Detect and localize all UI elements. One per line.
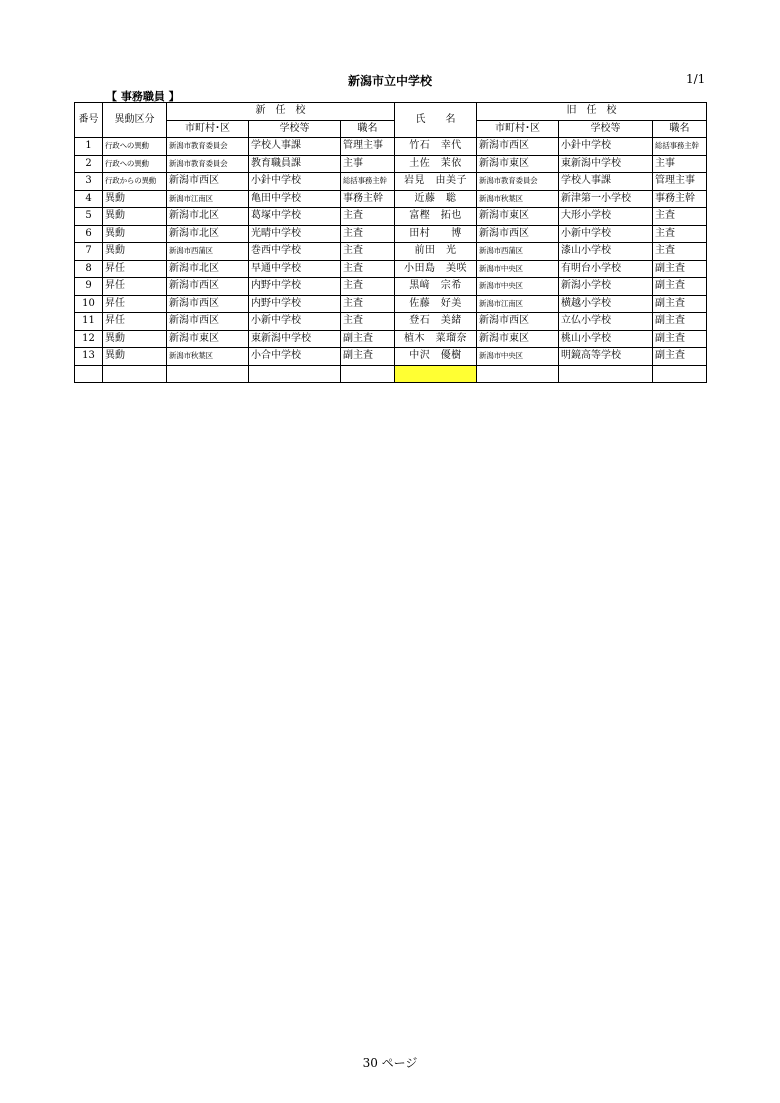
cell-name: 前田 光 [395,243,477,261]
cell-new-position: 副主査 [341,348,395,366]
cell-number: 4 [75,190,103,208]
cell-name: 登石 美緒 [395,313,477,331]
cell-category: 行政への異動 [103,155,167,173]
cell-old-municipality: 新潟市西蒲区 [477,243,559,261]
cell-new-position: 副主査 [341,330,395,348]
cell-number: 3 [75,173,103,191]
cell-new-school: 葛塚中学校 [249,208,341,226]
table-row-empty [75,365,707,383]
cell-new-school: 光晴中学校 [249,225,341,243]
cell-old-position: 副主査 [653,313,707,331]
header-old-municipality: 市町村･区 [477,120,559,138]
table-row [75,173,707,191]
table-row [75,348,707,366]
cell-old-municipality: 新潟市江南区 [477,295,559,313]
cell-old-position: 副主査 [653,348,707,366]
cell-category: 異動 [103,243,167,261]
cell-category: 行政への異動 [103,138,167,156]
table-row [75,190,707,208]
cell-new-school-empty [249,365,341,383]
table-row [75,243,707,261]
cell-new-school: 内野中学校 [249,278,341,296]
table-row [75,208,707,226]
cell-number: 6 [75,225,103,243]
cell-old-position: 総括事務主幹 [653,138,707,156]
cell-new-municipality: 新潟市西区 [167,278,249,296]
table-row [75,278,707,296]
cell-name: 岩見 由美子 [395,173,477,191]
cell-name: 富樫 拓也 [395,208,477,226]
cell-old-school-empty [559,365,653,383]
cell-new-municipality: 新潟市西区 [167,313,249,331]
header-number: 番号 [75,103,103,138]
cell-old-school: 漆山小学校 [559,243,653,261]
section-label: 【 事務職員 】 [106,90,180,103]
cell-old-school: 大形小学校 [559,208,653,226]
cell-name: 中沢 優樹 [395,348,477,366]
cell-old-municipality: 新潟市東区 [477,330,559,348]
cell-old-municipality: 新潟市東区 [477,155,559,173]
cell-old-school: 小針中学校 [559,138,653,156]
cell-new-school: 内野中学校 [249,295,341,313]
cell-new-position: 主査 [341,295,395,313]
cell-new-school: 東新潟中学校 [249,330,341,348]
cell-new-school: 教育職員課 [249,155,341,173]
cell-new-position: 主査 [341,208,395,226]
cell-new-school: 巻西中学校 [249,243,341,261]
cell-new-school: 小合中学校 [249,348,341,366]
cell-old-municipality: 新潟市西区 [477,313,559,331]
cell-old-school: 有明台小学校 [559,260,653,278]
cell-number: 9 [75,278,103,296]
cell-category: 昇任 [103,278,167,296]
cell-old-school: 東新潟中学校 [559,155,653,173]
document-title: 新潟市立中学校 [347,74,432,88]
cell-new-municipality: 新潟市西区 [167,295,249,313]
cell-old-school: 横越小学校 [559,295,653,313]
cell-old-municipality: 新潟市中央区 [477,260,559,278]
cell-old-municipality: 新潟市中央区 [477,278,559,296]
header-new-school-name: 学校等 [249,120,341,138]
cell-old-municipality: 新潟市中央区 [477,348,559,366]
table-row [75,225,707,243]
cell-category: 異動 [103,330,167,348]
cell-category: 異動 [103,348,167,366]
table-row [75,155,707,173]
cell-name: 近藤 聡 [395,190,477,208]
cell-old-position: 主事 [653,155,707,173]
header-name: 氏 名 [395,103,477,138]
cell-old-school: 小新中学校 [559,225,653,243]
cell-old-school: 立仏小学校 [559,313,653,331]
cell-number: 13 [75,348,103,366]
cell-name: 小田島 美咲 [395,260,477,278]
cell-new-municipality: 新潟市北区 [167,208,249,226]
cell-new-municipality: 新潟市江南区 [167,190,249,208]
cell-old-position: 主査 [653,243,707,261]
cell-number: 7 [75,243,103,261]
cell-number: 12 [75,330,103,348]
transfer-table [74,102,707,383]
cell-new-position: 主査 [341,243,395,261]
cell-new-municipality: 新潟市教育委員会 [167,155,249,173]
cell-new-school: 小針中学校 [249,173,341,191]
cell-old-position: 管理主事 [653,173,707,191]
cell-old-position-empty [653,365,707,383]
cell-new-school: 亀田中学校 [249,190,341,208]
cell-new-position: 管理主事 [341,138,395,156]
table-row [75,330,707,348]
cell-old-position: 主査 [653,208,707,226]
cell-name: 竹石 幸代 [395,138,477,156]
table-body [75,138,707,383]
header-old-school: 旧 任 校 [477,103,707,121]
cell-old-municipality-empty [477,365,559,383]
cell-new-school: 早通中学校 [249,260,341,278]
cell-new-position: 事務主幹 [341,190,395,208]
table-row [75,295,707,313]
header-new-position: 職名 [341,120,395,138]
cell-name-empty [395,365,477,383]
cell-number-empty [75,365,103,383]
cell-new-municipality: 新潟市秋葉区 [167,348,249,366]
cell-old-school: 明鏡高等学校 [559,348,653,366]
header-row-sub [75,120,707,138]
cell-number: 11 [75,313,103,331]
cell-old-school: 学校人事課 [559,173,653,191]
table-row [75,313,707,331]
header-old-position: 職名 [653,120,707,138]
cell-name: 植木 菜瑠奈 [395,330,477,348]
cell-new-position: 主査 [341,260,395,278]
cell-old-position: 事務主幹 [653,190,707,208]
page-ratio: 1/1 [686,72,706,86]
cell-new-municipality: 新潟市東区 [167,330,249,348]
cell-name: 土佐 茉依 [395,155,477,173]
cell-old-position: 副主査 [653,260,707,278]
cell-number: 5 [75,208,103,226]
cell-name: 黒﨑 宗希 [395,278,477,296]
cell-number: 8 [75,260,103,278]
table-row [75,260,707,278]
cell-category: 異動 [103,225,167,243]
cell-new-municipality: 新潟市西蒲区 [167,243,249,261]
table-row [75,138,707,156]
header-row-top [75,103,707,121]
cell-category: 異動 [103,190,167,208]
cell-old-municipality: 新潟市西区 [477,138,559,156]
cell-old-position: 副主査 [653,278,707,296]
cell-new-position: 総括事務主幹 [341,173,395,191]
cell-new-school: 小新中学校 [249,313,341,331]
cell-new-municipality-empty [167,365,249,383]
cell-new-position: 主査 [341,313,395,331]
header-new-municipality: 市町村･区 [167,120,249,138]
cell-new-school: 学校人事課 [249,138,341,156]
cell-old-school: 新津第一小学校 [559,190,653,208]
cell-category-empty [103,365,167,383]
header-category: 異動区分 [103,103,167,138]
cell-new-position-empty [341,365,395,383]
cell-category: 昇任 [103,313,167,331]
cell-new-position: 主査 [341,225,395,243]
cell-new-municipality: 新潟市教育委員会 [167,138,249,156]
cell-old-municipality: 新潟市教育委員会 [477,173,559,191]
page-footer: 30 ページ [362,1056,418,1070]
cell-new-municipality: 新潟市北区 [167,225,249,243]
cell-category: 行政からの異動 [103,173,167,191]
cell-new-position: 主事 [341,155,395,173]
cell-category: 昇任 [103,295,167,313]
cell-new-position: 主査 [341,278,395,296]
cell-number: 1 [75,138,103,156]
header-old-school-name: 学校等 [559,120,653,138]
cell-number: 2 [75,155,103,173]
cell-old-position: 主査 [653,225,707,243]
cell-new-municipality: 新潟市西区 [167,173,249,191]
cell-old-municipality: 新潟市西区 [477,225,559,243]
cell-number: 10 [75,295,103,313]
cell-old-school: 新潟小学校 [559,278,653,296]
cell-new-municipality: 新潟市北区 [167,260,249,278]
cell-old-school: 桃山小学校 [559,330,653,348]
cell-name: 佐藤 好美 [395,295,477,313]
cell-category: 昇任 [103,260,167,278]
cell-old-position: 副主査 [653,330,707,348]
cell-category: 異動 [103,208,167,226]
header-new-school: 新 任 校 [167,103,395,121]
cell-name: 田村 博 [395,225,477,243]
cell-old-position: 副主査 [653,295,707,313]
cell-old-municipality: 新潟市東区 [477,208,559,226]
cell-old-municipality: 新潟市秋葉区 [477,190,559,208]
